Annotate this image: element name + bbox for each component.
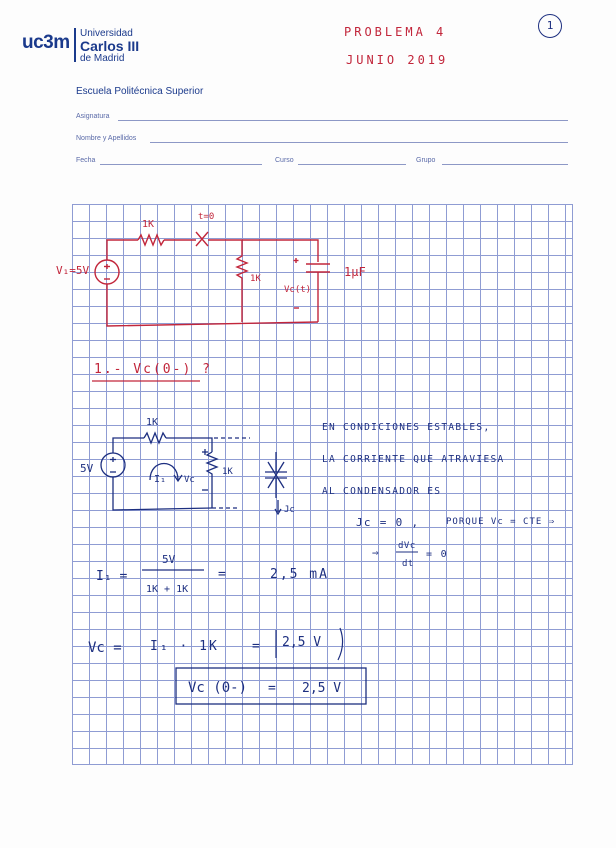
university-name-line2: Carlos III	[80, 38, 140, 54]
field-label-curso: Curso	[275, 157, 294, 164]
eq1-denominator: 1K + 1K	[146, 584, 189, 595]
explanation-line4a: Jc = 0 ,	[356, 516, 420, 529]
explanation-line4b: PORQUE Vc = CTE ⇒	[446, 517, 556, 527]
eq2-middle: I₁ · 1K	[150, 639, 219, 654]
derivative-numerator: dVc	[398, 541, 416, 551]
c1-cap-voltage-label: Vc(t)	[284, 285, 312, 295]
field-label-fecha: Fecha	[76, 157, 96, 164]
c2-cap-voltage-label: Vc	[184, 475, 195, 485]
c2-cap-current-label: Jc	[284, 505, 295, 515]
eq1-numerator: 5V	[162, 553, 176, 566]
circuit-2	[101, 433, 287, 514]
explanation-line2: LA CORRIENTE QUE ATRAVIESA	[322, 454, 505, 465]
final-result: 2,5 V	[302, 681, 342, 696]
explanation-line5a: ⇒	[372, 546, 380, 559]
explanation-block	[322, 422, 555, 569]
wire-top-left	[107, 240, 138, 260]
field-label-asignatura: Asignatura	[76, 113, 110, 120]
logo-mark: uc3m	[22, 32, 70, 53]
switch-icon	[196, 232, 208, 246]
c1-cap-value-label: 1μF	[344, 265, 366, 279]
eq2-lhs: Vc =	[88, 640, 122, 656]
final-answer	[188, 680, 341, 696]
derivative-denominator: dt	[402, 559, 414, 569]
eq1-result: 2,5 mA	[270, 567, 329, 582]
page-number: 1	[538, 14, 562, 38]
university-name-line1: Universidad	[80, 28, 133, 39]
equation-1	[96, 553, 329, 595]
field-label-nombre: Nombre y Apellidos	[76, 135, 137, 142]
resistor-top-1	[138, 235, 164, 245]
c1-resistor-top-label: 1K	[142, 219, 155, 230]
final-lhs: Vc (0-)	[188, 680, 248, 696]
final-equals: =	[268, 681, 276, 696]
explanation-line3: AL CONDENSADOR ES	[322, 486, 442, 497]
voltage-source-2	[101, 453, 125, 477]
voltage-source-1	[95, 260, 119, 284]
c2-resistor-label: 1K	[222, 467, 233, 477]
question-label: 1.- Vc(0-) ?	[94, 362, 212, 377]
circuit-1	[95, 232, 330, 326]
school-name: Escuela Politécnica Superior	[76, 86, 204, 97]
university-name-line3: de Madrid	[80, 53, 125, 64]
explanation-line5c: = 0	[426, 549, 448, 560]
eq1-equals: =	[218, 567, 226, 582]
c2-source-label: 5V	[80, 462, 94, 475]
resistor-mid-1	[237, 240, 247, 322]
resistor-2	[207, 452, 217, 508]
eq2-equals: =	[252, 639, 260, 654]
equation-2	[88, 635, 321, 656]
resistor-top-2	[144, 433, 166, 443]
field-label-grupo: Grupo	[416, 157, 436, 164]
c1-resistor-mid-label: 1K	[250, 274, 261, 284]
explanation-line1: EN CONDICIONES ESTABLES,	[322, 422, 491, 433]
eq2-result: 2,5 V	[282, 635, 322, 650]
problem-date: JUNIO 2019	[346, 53, 449, 67]
c2-current-label: I₁	[154, 474, 167, 485]
c1-source-label: V₁=5V	[56, 264, 90, 277]
eq1-lhs: I₁ =	[96, 569, 128, 584]
c2-resistor-top-label: 1K	[146, 417, 159, 428]
problem-title: PROBLEMA 4	[344, 25, 447, 39]
c1-switch-label: t=0	[198, 212, 215, 222]
